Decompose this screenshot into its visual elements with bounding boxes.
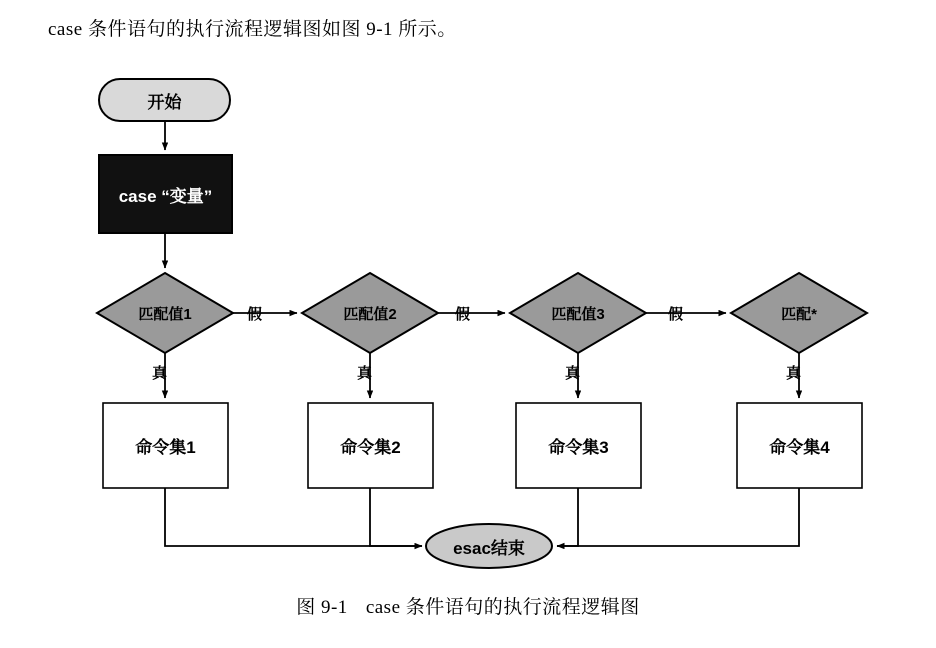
node-case-shape	[99, 155, 232, 233]
node-match2-label: 匹配值2	[343, 305, 397, 323]
node-match4-shape	[731, 273, 867, 353]
node-match2-shape	[302, 273, 438, 353]
edge-cmdset1-end	[165, 488, 422, 546]
node-match3-label: 匹配值3	[551, 305, 605, 323]
node-end-shape	[426, 524, 552, 568]
edge-label-match3-false: 假	[668, 306, 684, 323]
edge-cmdset4-end	[557, 488, 799, 546]
edge-label-match4-true: 真	[786, 365, 802, 382]
node-cmdset4-shape	[737, 403, 862, 488]
node-cmdset2-label: 命令集2	[340, 438, 401, 457]
node-cmdset2-shape	[308, 403, 433, 488]
node-end-label: esac结束	[453, 538, 525, 558]
node-start-shape	[99, 79, 230, 121]
edge-cmdset3-end	[557, 488, 578, 546]
node-match4-label: 匹配*	[781, 305, 817, 323]
node-cmdset1-label: 命令集1	[135, 438, 196, 457]
node-start-label: 开始	[147, 92, 182, 112]
edge-label-match1-true: 真	[152, 365, 168, 382]
figure-caption-number: 图 9-1	[296, 597, 348, 618]
edge-label-match1-false: 假	[247, 306, 263, 323]
intro-paragraph: case 条件语句的执行流程逻辑图如图 9-1 所示。	[48, 19, 457, 40]
node-cmdset3-shape	[516, 403, 641, 488]
figure-caption-text: case 条件语句的执行流程逻辑图	[365, 597, 640, 618]
edge-label-match2-true: 真	[357, 365, 373, 382]
node-match1-label: 匹配值1	[138, 305, 192, 323]
node-match1-shape	[97, 273, 233, 353]
node-cmdset4-label: 命令集4	[769, 438, 830, 457]
node-cmdset3-label: 命令集3	[548, 438, 609, 457]
edge-label-match2-false: 假	[455, 306, 471, 323]
edge-label-match3-true: 真	[565, 365, 581, 382]
figure-caption	[0, 592, 936, 619]
node-case-label: case “变量”	[118, 186, 213, 206]
node-cmdset1-shape	[103, 403, 228, 488]
edge-cmdset2-end	[370, 488, 422, 546]
node-match3-shape	[510, 273, 646, 353]
